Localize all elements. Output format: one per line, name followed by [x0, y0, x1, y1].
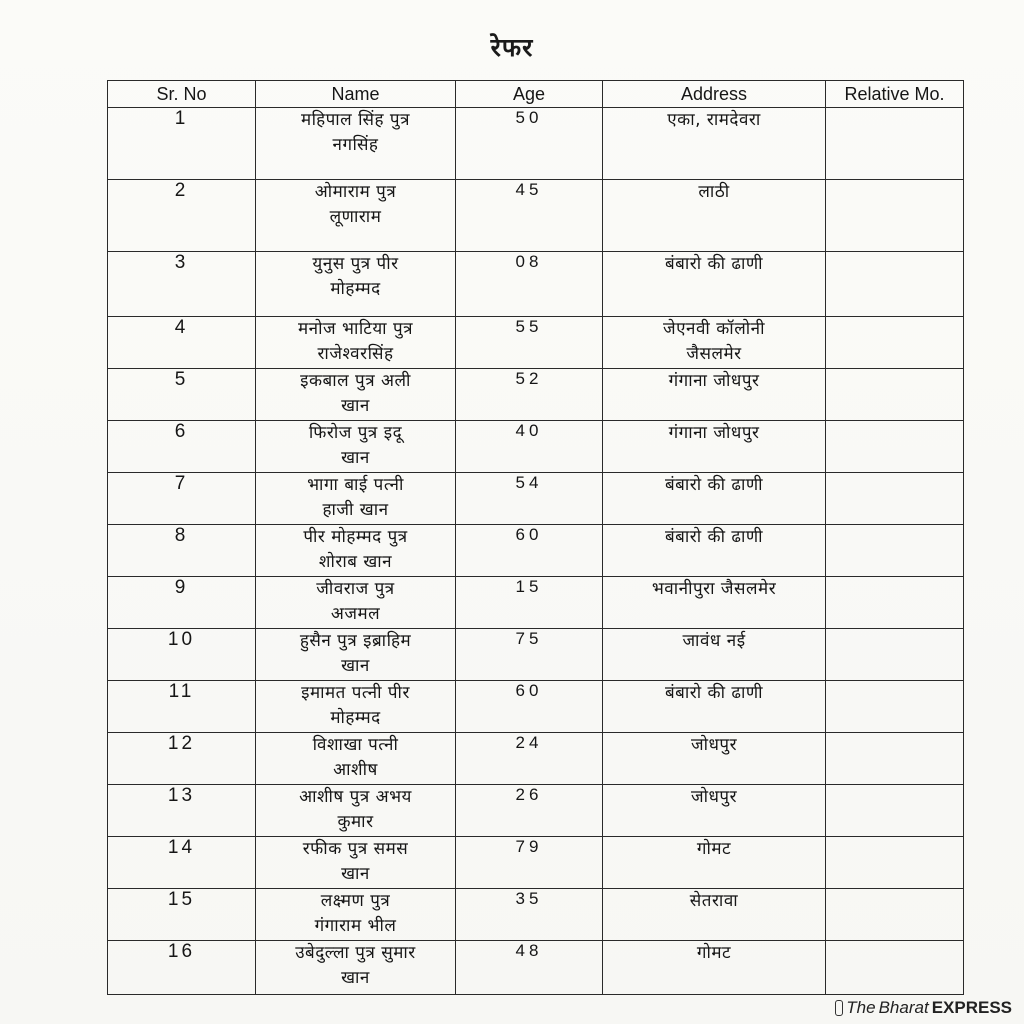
cell-relative-mo [826, 629, 964, 681]
name-line: इकबाल पुत्र अली [300, 371, 411, 391]
table-row [108, 473, 964, 525]
name-line: अजमल [330, 604, 381, 624]
cell-sr-no: 7 [108, 473, 256, 525]
cell-sr-no: 15 [108, 889, 256, 941]
name-line: आशीष [333, 760, 378, 780]
cell-age: 60 [456, 525, 603, 577]
table-row [108, 785, 964, 837]
cell-age: 45 [456, 180, 603, 252]
watermark-middle: Bharat [878, 998, 929, 1017]
pen-icon [835, 1000, 843, 1016]
name-line: हाजी खान [322, 500, 389, 520]
cell-address [603, 629, 826, 681]
table-row [108, 369, 964, 421]
cell-age: 52 [456, 369, 603, 421]
cell-sr-no: 12 [108, 733, 256, 785]
cell-sr-no: 6 [108, 421, 256, 473]
address-line: गंगाना जोधपुर [668, 423, 760, 443]
cell-name [256, 317, 456, 369]
address-line: जेएनवी कॉलोनी [663, 319, 765, 339]
cell-relative-mo [826, 369, 964, 421]
header-name: Name [256, 81, 456, 108]
name-line: पीर मोहम्मद पुत्र [303, 527, 408, 547]
watermark-suffix: EXPRESS [931, 998, 1012, 1017]
address-line: बंबारो की ढाणी [664, 475, 764, 495]
address-line: गंगाना जोधपुर [668, 371, 760, 391]
table-row [108, 941, 964, 995]
cell-address [603, 317, 826, 369]
address-line: सेतरावा [689, 891, 739, 911]
address-line: जैसलमेर [686, 344, 742, 364]
cell-name [256, 941, 456, 995]
cell-relative-mo [826, 837, 964, 889]
header-sr-no: Sr. No [108, 81, 256, 108]
name-line: खान [341, 396, 370, 416]
address-line: बंबारो की ढाणी [664, 683, 764, 703]
address-line: जावंध नई [682, 631, 746, 651]
cell-name [256, 629, 456, 681]
table-row [108, 577, 964, 629]
cell-sr-no: 8 [108, 525, 256, 577]
cell-relative-mo [826, 889, 964, 941]
table-row [108, 681, 964, 733]
cell-address [603, 252, 826, 317]
cell-address [603, 108, 826, 180]
cell-age: 08 [456, 252, 603, 317]
cell-address [603, 681, 826, 733]
name-line: शोराब खान [318, 552, 393, 572]
cell-address [603, 180, 826, 252]
name-line: जीवराज पुत्र [316, 579, 395, 599]
cell-age: 40 [456, 421, 603, 473]
cell-age: 55 [456, 317, 603, 369]
table-row [108, 180, 964, 252]
cell-relative-mo [826, 577, 964, 629]
cell-relative-mo [826, 421, 964, 473]
table-row [108, 733, 964, 785]
table-row [108, 837, 964, 889]
name-line: लूणाराम [329, 207, 382, 227]
cell-age: 60 [456, 681, 603, 733]
name-line: खान [341, 968, 370, 988]
name-line: रफीक पुत्र समस [302, 839, 409, 859]
table-header-row [108, 81, 964, 108]
name-line: ओमाराम पुत्र [314, 182, 397, 202]
cell-sr-no: 5 [108, 369, 256, 421]
cell-relative-mo [826, 941, 964, 995]
name-line: फिरोज पुत्र इदू [308, 423, 403, 443]
cell-sr-no: 13 [108, 785, 256, 837]
cell-age: 50 [456, 108, 603, 180]
page-title: रेफर [490, 33, 534, 62]
cell-relative-mo [826, 108, 964, 180]
address-line: भवानीपुरा जैसलमेर [651, 579, 777, 599]
name-line: आशीष पुत्र अभय [299, 787, 412, 807]
cell-age: 54 [456, 473, 603, 525]
address-line: जोधपुर [690, 735, 738, 755]
cell-name [256, 369, 456, 421]
cell-relative-mo [826, 733, 964, 785]
cell-age: 15 [456, 577, 603, 629]
cell-address [603, 369, 826, 421]
cell-address [603, 733, 826, 785]
name-line: इमामत पत्नी पीर [301, 683, 410, 703]
cell-sr-no: 1 [108, 108, 256, 180]
cell-age: 75 [456, 629, 603, 681]
cell-sr-no: 9 [108, 577, 256, 629]
watermark-prefix: The [846, 998, 876, 1017]
cell-name [256, 889, 456, 941]
cell-sr-no: 2 [108, 180, 256, 252]
cell-address [603, 889, 826, 941]
table-row [108, 421, 964, 473]
name-line: लक्ष्मण पुत्र [320, 891, 391, 911]
cell-age: 26 [456, 785, 603, 837]
header-age: Age [456, 81, 603, 108]
cell-age: 79 [456, 837, 603, 889]
table-row [108, 317, 964, 369]
cell-sr-no: 4 [108, 317, 256, 369]
cell-address [603, 837, 826, 889]
cell-sr-no: 11 [108, 681, 256, 733]
header-relative-mo: Relative Mo. [826, 81, 964, 108]
name-line: मनोज भाटिया पुत्र [297, 319, 414, 339]
address-line: बंबारो की ढाणी [664, 254, 764, 274]
address-line: बंबारो की ढाणी [664, 527, 764, 547]
cell-sr-no: 14 [108, 837, 256, 889]
cell-sr-no: 3 [108, 252, 256, 317]
table-row [108, 629, 964, 681]
name-line: नगसिंह [332, 135, 379, 155]
cell-address [603, 525, 826, 577]
name-line: गंगाराम भील [314, 916, 397, 936]
cell-address [603, 577, 826, 629]
header-address: Address [603, 81, 826, 108]
cell-age: 48 [456, 941, 603, 995]
cell-name [256, 733, 456, 785]
cell-age: 24 [456, 733, 603, 785]
cell-address [603, 785, 826, 837]
name-line: कुमार [337, 812, 374, 832]
cell-name [256, 577, 456, 629]
address-line: गोमट [696, 943, 732, 963]
name-line: उबेदुल्ला पुत्र सुमार [295, 943, 416, 963]
name-line: युनुस पुत्र पीर [312, 254, 399, 274]
name-line: हुसैन पुत्र इब्राहिम [299, 631, 412, 651]
cell-relative-mo [826, 473, 964, 525]
publisher-watermark [835, 998, 1012, 1018]
cell-sr-no: 10 [108, 629, 256, 681]
cell-name [256, 421, 456, 473]
table-row [108, 108, 964, 180]
cell-relative-mo [826, 252, 964, 317]
address-line: लाठी [698, 182, 730, 202]
name-line: मोहम्मद [330, 279, 381, 299]
table-row [108, 252, 964, 317]
address-line: एका, रामदेवरा [667, 110, 761, 130]
cell-relative-mo [826, 785, 964, 837]
table-row [108, 525, 964, 577]
cell-relative-mo [826, 317, 964, 369]
cell-relative-mo [826, 525, 964, 577]
cell-sr-no: 16 [108, 941, 256, 995]
cell-relative-mo [826, 180, 964, 252]
cell-name [256, 681, 456, 733]
name-line: राजेश्वरसिंह [317, 344, 394, 364]
name-line: खान [341, 656, 370, 676]
cell-name [256, 252, 456, 317]
cell-age: 35 [456, 889, 603, 941]
cell-relative-mo [826, 681, 964, 733]
cell-name [256, 108, 456, 180]
name-line: महिपाल सिंह पुत्र [301, 110, 410, 130]
table-row [108, 889, 964, 941]
cell-name [256, 525, 456, 577]
name-line: खान [341, 864, 370, 884]
cell-name [256, 837, 456, 889]
cell-name [256, 473, 456, 525]
refer-table [107, 80, 964, 995]
address-line: जोधपुर [690, 787, 738, 807]
cell-address [603, 473, 826, 525]
table-body [108, 108, 964, 995]
cell-name [256, 180, 456, 252]
cell-name [256, 785, 456, 837]
name-line: मोहम्मद [330, 708, 381, 728]
cell-address [603, 421, 826, 473]
name-line: खान [341, 448, 370, 468]
name-line: विशाखा पत्नी [312, 735, 399, 755]
address-line: गोमट [696, 839, 732, 859]
name-line: भागा बाई पत्नी [307, 475, 404, 495]
cell-address [603, 941, 826, 995]
